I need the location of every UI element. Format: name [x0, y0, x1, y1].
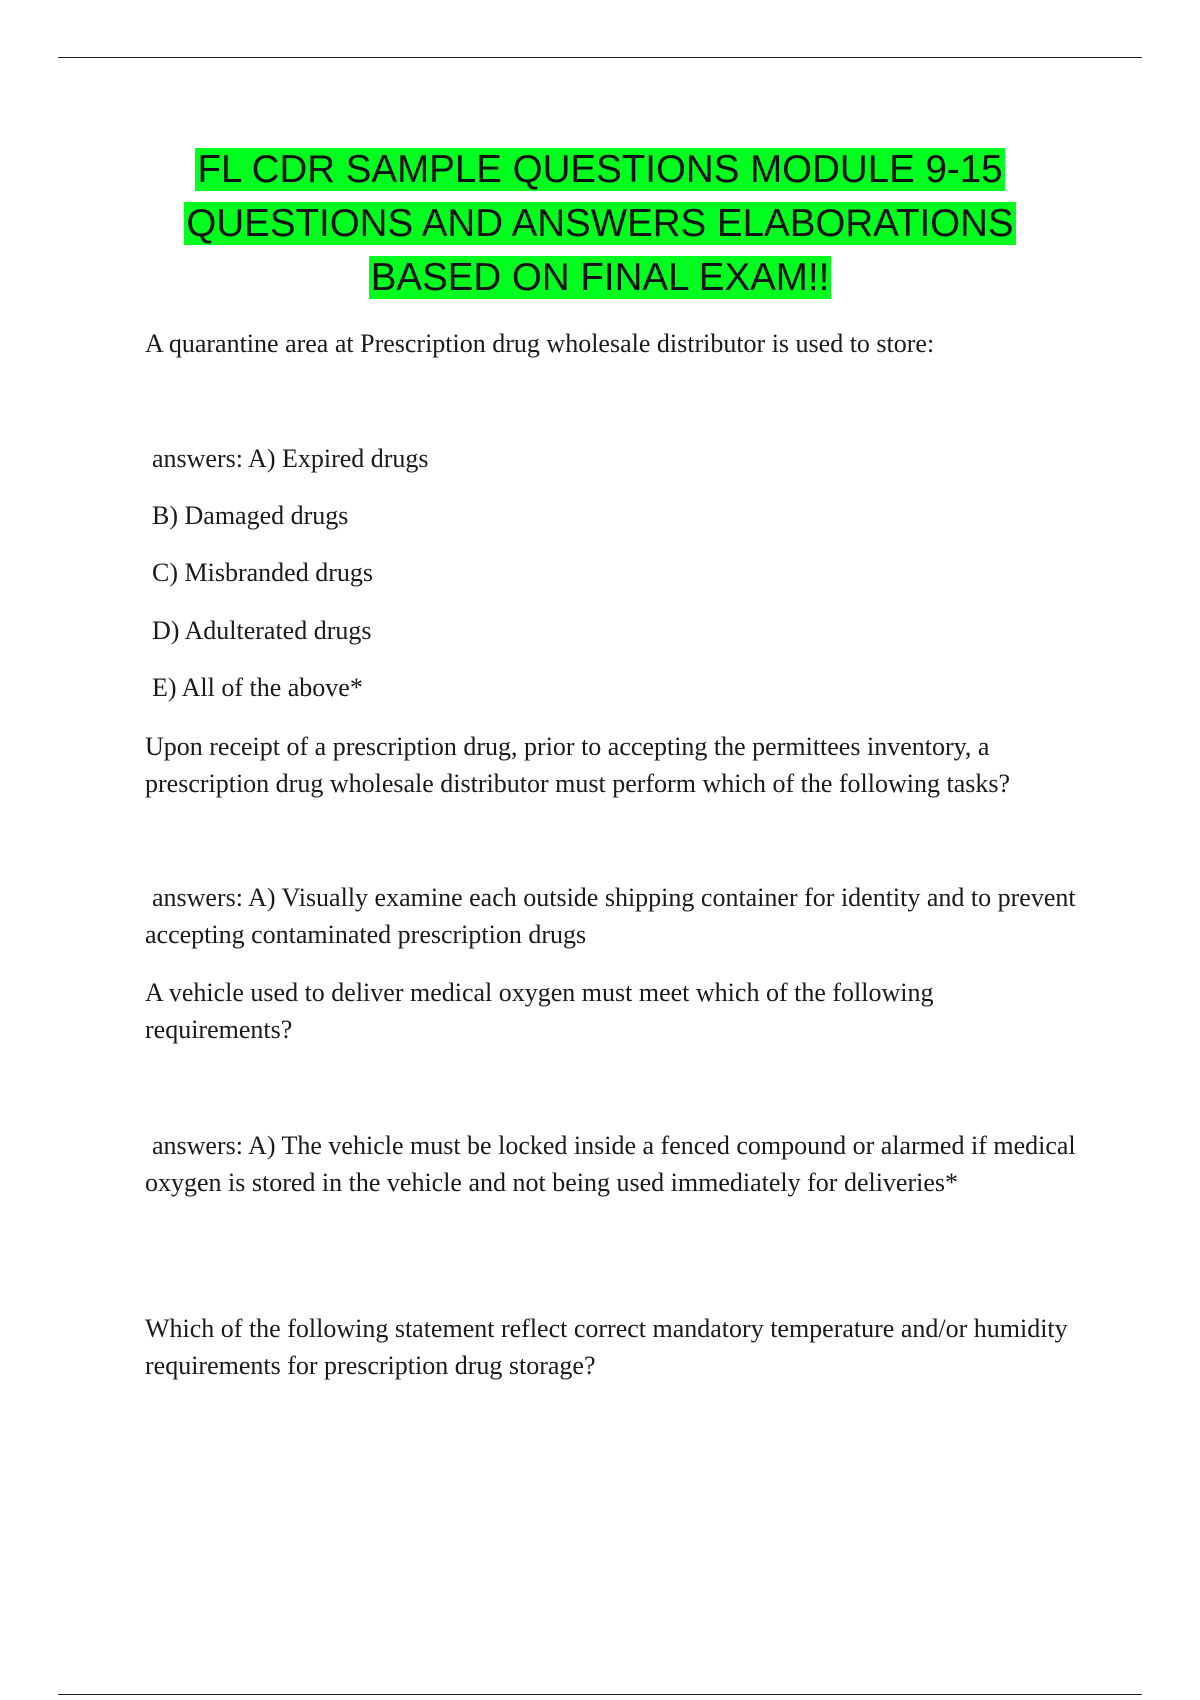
title-line-1: FL CDR SAMPLE QUESTIONS MODULE 9-15 [197, 148, 1003, 191]
title-line-3: BASED ON FINAL EXAM!! [370, 256, 830, 299]
q1-option-a: answers: A) Expired drugs [152, 444, 429, 473]
q2-answer: answers: A) Visually examine each outside shipping container for identity and to prevent accepting contaminated prescription drugs [145, 883, 1076, 949]
question-4: Which of the following statement reflect correct mandatory temperature and/or humidity requirements for prescription drug storage? [145, 1314, 1068, 1380]
header-rule [58, 57, 1142, 58]
q3-answer: answers: A) The vehicle must be locked inside a fenced compound or alarmed if medical oxygen is stored in the vehicle and not being used immediately for deliveries* [145, 1131, 1076, 1197]
q1-option-e: E) All of the above* [152, 673, 363, 702]
document-title [100, 143, 1100, 305]
question-1: A quarantine area at Prescription drug wholesale distributor is used to store: [145, 329, 935, 358]
q1-option-c: C) Misbranded drugs [152, 558, 373, 587]
question-3: A vehicle used to deliver medical oxygen must meet which of the following requirements? [145, 978, 934, 1044]
q1-option-d: D) Adulterated drugs [152, 616, 372, 645]
title-line-2: QUESTIONS AND ANSWERS ELABORATIONS [186, 202, 1014, 245]
question-2: Upon receipt of a prescription drug, prior to accepting the permittees inventory, a prescription drug wholesale distributor must perform which of the following tasks? [145, 732, 1011, 798]
footer-rule [58, 1694, 1142, 1695]
q1-option-b: B) Damaged drugs [152, 501, 349, 530]
